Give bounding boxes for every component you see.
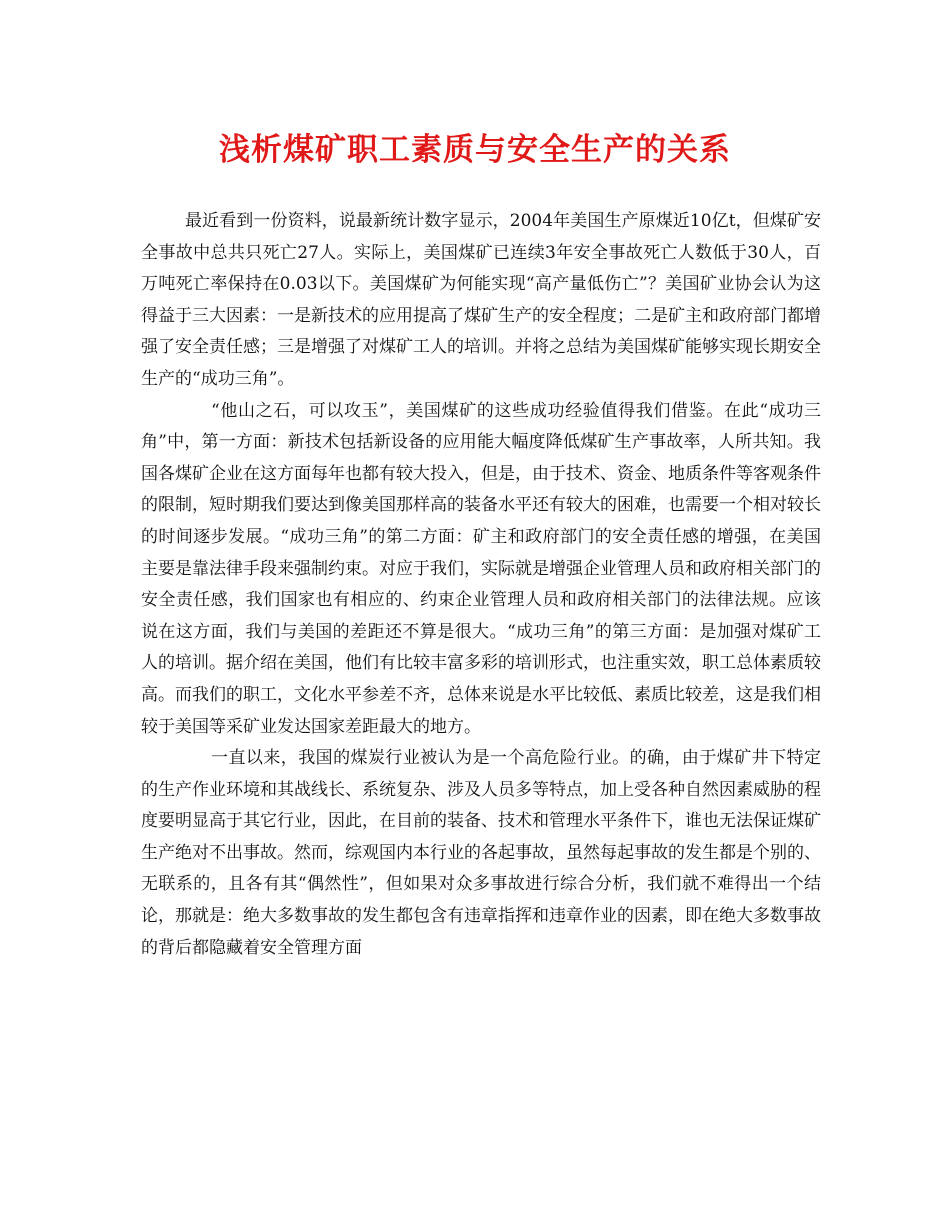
- paragraph-1: 最近看到一份资料，说最新统计数字显示，2004年美国生产原煤近10亿t，但煤矿安全事故中总共只死亡27人。实际上，美国煤矿已连续3年安全事故死亡人数低于30人，百万吨死亡率保持在0.03以下。美国煤矿为何能实现“高产量低伤亡”？美国矿业协会认为这得益于三大因素：一是新技术的应用提高了煤矿生产的安全程度；二是矿主和政府部门都增强了安全责任感；三是增强了对煤矿工人的培训。并将之总结为美国煤矿能够实现长期安全生产的“成功三角”。: [141, 211, 821, 389]
- document-body: [141, 206, 821, 964]
- paragraph-3: 一直以来，我国的煤炭行业被认为是一个高危险行业。的确，由于煤矿井下特定的生产作业环境和其战线长、系统复杂、涉及人员多等特点，加上受各种自然因素威胁的程度要明显高于其它行业，因此，在目前的装备、技术和管理水平条件下，谁也无法保证煤矿生产绝对不出事故。然而，综观国内本行业的各起事故，虽然每起事故的发生都是个别的、无联系的，且各有其“偶然性”，但如果对众多事故进行综合分析，我们就不难得出一个结论，那就是：绝大多数事故的发生都包含有违章指挥和违章作业的因素，即在绝大多数事故的背后都隐藏着安全管理方面: [141, 748, 821, 958]
- document-title: 浅析煤矿职工素质与安全生产的关系: [219, 132, 731, 168]
- paragraph-2: “他山之石，可以攻玉”，美国煤矿的这些成功经验值得我们借鉴。在此“成功三角”中，第一方面：新技术包括新设备的应用能大幅度降低煤矿生产事故率，人所共知。我国各煤矿企业在这方面每年也都有较大投入，但是，由于技术、资金、地质条件等客观条件的限制，短时期我们要达到像美国那样高的装备水平还有较大的困难，也需要一个相对较长的时间逐步发展。“成功三角”的第二方面：矿主和政府部门的安全责任感的增强，在美国主要是靠法律手段来强制约束。对应于我们，实际就是增强企业管理人员和政府相关部门的安全责任感，我们国家也有相应的、约束企业管理人员和政府相关部门的法律法规。应该 说在这方面，我们与美国的差距还不算是很大。“成功三角”的第三方面：是加强对煤矿工人的培训。据介绍在美国，他们有比较丰富多彩的培训形式，也注重实效，职工总体素质较高。而我们的职工，文化水平参差不齐，总体来说是水平比较低、素质比较差，这是我们相较于美国等采矿业发达国家差距最大的地方。: [141, 400, 821, 737]
